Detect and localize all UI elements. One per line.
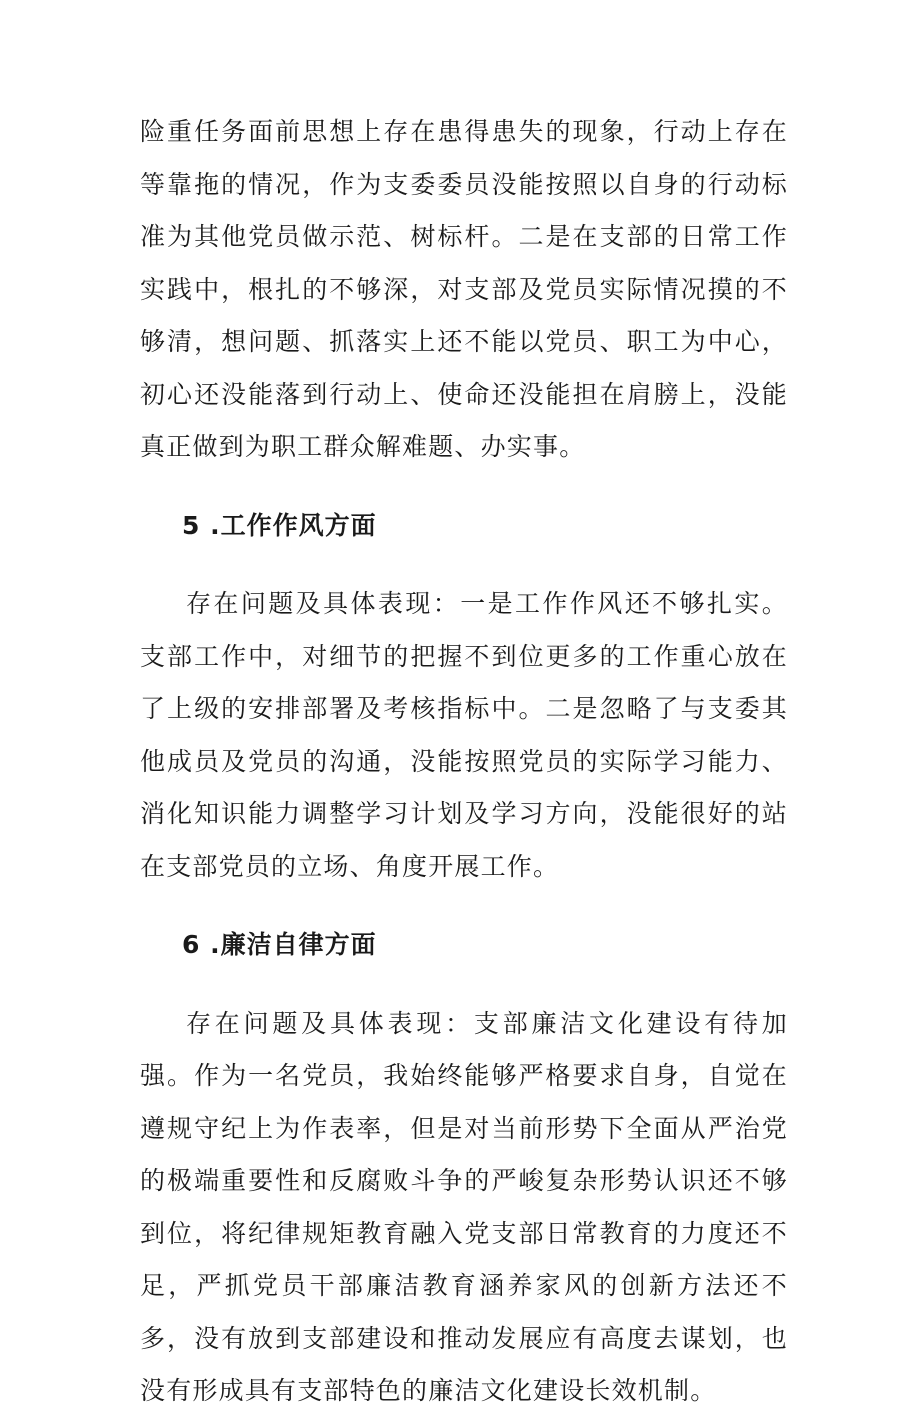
section-heading-integrity: 6 .廉洁自律方面 xyxy=(182,930,377,959)
paragraph-continued: 险重任务面前思想上存在患得患失的现象，行动上存在等靠拖的情况，作为支委委员没能按照以自身的行动标准为其他党员做示范、树标杆。二是在支部的日常工作实践中，根扎的不够深，对支部及党员实际情况摸的不够清，想问题、抓落实上还不能以党员、职工为中心，初心还没能落到行动上、使命还没能担在肩膀上，没能真正做到为职工群众解难题、办实事。 xyxy=(140,117,788,461)
section-heading-work-style: 5 .工作作风方面 xyxy=(182,510,377,540)
spacer xyxy=(140,474,788,500)
spacer xyxy=(140,552,788,578)
spacer xyxy=(140,972,788,998)
paragraph-integrity: 存在问题及具体表现：支部廉洁文化建设有待加强。作为一名党员，我始终能够严格要求自身，自觉在遵规守纪上为作表率，但是对当前形势下全面从严治党的极端重要性和反腐败斗争的严峻复杂形势认识还不够到位，将纪律规矩教育融入党支部日常教育的力度还不足，严抓党员干部廉洁教育涵养家风的创新方法还不多，没有放到支部建设和推动发展应有高度去谋划，也没有形成具有支部特色的廉洁文化建设长效机制。 xyxy=(140,1008,788,1405)
spacer xyxy=(140,893,788,919)
document-body xyxy=(140,106,788,1418)
paragraph-work-style: 存在问题及具体表现：一是工作作风还不够扎实。支部工作中，对细节的把握不到位更多的工作重心放在了上级的安排部署及考核指标中。二是忽略了与支委其他成员及党员的沟通，没能按照党员的实际学习能力、消化知识能力调整学习计划及学习方向，没能很好的站在支部党员的立场、角度开展工作。 xyxy=(140,589,788,881)
